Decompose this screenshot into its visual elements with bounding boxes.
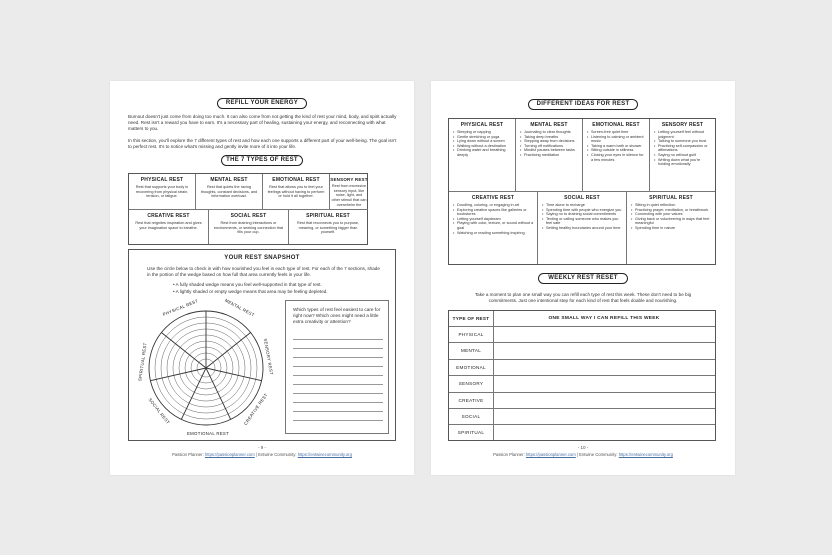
intro-paragraph-2: In this section, you'll explore the 7 different types of rest and how each one supports a different part of your well-being. The goal isn't to perfect rest. It's to notice what's missing and gently invite more of it into your life. [128, 138, 397, 149]
snapshot-bullet-1: • A fully shaded wedge means you feel well-supported in that type of rest. [173, 282, 322, 287]
idea-list: • Doodling, coloring, or engaging in art • Exploring creative spaces like galleries or bookstores • Letting yourself daydream • Playing with color, texture, or sound without a goal • Watching or reading something inspiring [453, 203, 534, 235]
row-label: EMOTIONAL [456, 364, 486, 370]
idea-list: • Time alone to recharge • Spending time with people who energize you • Saying no to draining social commitments • Texting or calling someone who makes you feel safe • Setting healthy boundaries around your time [542, 203, 623, 231]
refill-energy-title: REFILL YOUR ENERGY [217, 98, 307, 109]
table-row[interactable] [449, 393, 715, 409]
idea-list: • Sleeping or napping • Gentle stretching or yoga • Lying down without a screen • Walking without a destination • Drinking water and breathing deeply [453, 130, 512, 158]
idea-cell [538, 192, 627, 264]
row-label: SPIRITUAL [457, 430, 485, 436]
wheel-label-social: SOCIAL REST [147, 397, 171, 426]
page-number: - 9 - [257, 445, 266, 450]
col-type-header: TYPE OF REST [452, 316, 490, 321]
type-cell [129, 174, 196, 210]
idea-list: • Journaling to clear thoughts • Taking deep breaths • Stepping away from decisions • Turning off notifications • Mindful pauses between tasks • Practicing meditation [520, 130, 579, 158]
rest-snapshot-panel [128, 249, 396, 441]
reflection-box [285, 300, 389, 434]
wheel-label-spiritual: SPIRITUAL REST [137, 342, 148, 382]
type-name: SPIRITUAL REST [306, 213, 350, 219]
table-row[interactable] [449, 360, 715, 376]
table-row[interactable] [449, 409, 715, 425]
col-way-header: ONE SMALL WAY I CAN REFILL THIS WEEK [548, 316, 660, 321]
idea-list: • Screen-free quiet time • Listening to calming or ambient music • Taking a warm bath or shower • Sitting outside in stillness • Closing your eyes in silence for a few minutes [587, 130, 646, 162]
row-label: MENTAL [460, 348, 482, 354]
wheel-label-sensory: SENSORY REST [262, 338, 275, 376]
row-label: SOCIAL [461, 414, 481, 419]
workbook-page-10 [431, 81, 735, 475]
writing-line[interactable] [293, 375, 383, 376]
entwine-community-link[interactable]: https://entwinecommunity.org [618, 452, 673, 457]
table-row[interactable] [449, 376, 715, 392]
wheel-label-physical: PHYSICAL REST [162, 298, 199, 317]
idea-list: • Letting yourself feel without judgment • Talking to someone you trust • Practicing self-compassion or affirmations • Saying no without guilt • Writing down what you're holding emotionally [654, 130, 712, 167]
type-name: SENSORY REST [330, 177, 368, 182]
passion-planner-link[interactable]: https://passionplanner.com [525, 452, 576, 457]
writing-line[interactable] [293, 420, 383, 421]
type-cell [196, 174, 263, 210]
type-name: SOCIAL REST [230, 213, 267, 219]
type-description: Rest from draining interactions or environments, or seeking connection that fills your cup. [213, 221, 284, 235]
writing-line[interactable] [293, 411, 383, 412]
reflection-question: Which types of rest feel easiest to care for right now? Which ones might need a little extra creativity or attention? [293, 307, 381, 324]
idea-heading: SPIRITUAL REST [649, 195, 693, 201]
idea-cell [449, 119, 516, 192]
idea-cell [583, 119, 650, 192]
writing-line[interactable] [293, 393, 383, 394]
type-name: MENTAL REST [210, 177, 248, 183]
idea-cell [627, 192, 715, 264]
idea-heading: PHYSICAL REST [460, 122, 504, 128]
idea-list: • Sitting in quiet reflection • Practicing prayer, meditation, or breathwork • Connecting with your values • Giving back or volunteering in ways that feel meaningful • Spending time in nature [631, 203, 712, 231]
page-number: - 10 - [577, 445, 589, 450]
idea-heading: CREATIVE REST [471, 195, 515, 201]
type-cell [289, 210, 367, 244]
intro-paragraph-1: Burnout doesn't just come from doing too much. It can also come from not getting the kind of rest your mind, body, and spirit actually need. Rest isn't a reward you have to earn. It's a necessary part of healing, sustaining your energy, and reconnecting with what matters to you. [128, 114, 397, 131]
type-cell [209, 210, 289, 244]
table-header-row [449, 311, 715, 327]
idea-cell [516, 119, 583, 192]
type-name: PHYSICAL REST [140, 177, 184, 183]
snapshot-instructions: Use the circle below to check in with how nourished you feel in each type of rest. For each of the 7 sections, shade in the portion of the wedge based on how full that area currently feels in your life. [147, 266, 380, 277]
wheel-label-creative: CREATIVE REST [242, 392, 269, 427]
rest-wheel[interactable] [133, 297, 279, 439]
table-row[interactable] [449, 327, 715, 343]
rest-ideas-grid [448, 118, 716, 265]
passion-planner-link[interactable]: https://passionplanner.com [204, 452, 255, 457]
writing-line[interactable] [293, 339, 383, 340]
writing-line[interactable] [293, 366, 383, 367]
idea-heading: EMOTIONAL REST [592, 122, 640, 128]
type-name: CREATIVE REST [147, 213, 190, 219]
table-row[interactable] [449, 343, 715, 359]
entwine-community-link[interactable]: https://entwinecommunity.org [297, 452, 352, 457]
page-footer: Passion Planner: https://passionplanner.com | Entwine Community: https://entwinecommunity.org [493, 452, 673, 457]
types-of-rest-grid [128, 173, 368, 245]
type-name: EMOTIONAL REST [272, 177, 320, 183]
row-label: CREATIVE [458, 397, 484, 403]
row-label: PHYSICAL [458, 332, 484, 337]
type-description: Rest that allows you to feel your feelings without having to perform or hold it all together. [267, 185, 325, 199]
snapshot-title: YOUR REST SNAPSHOT [224, 255, 300, 261]
table-row[interactable] [449, 425, 715, 440]
writing-line[interactable] [293, 348, 383, 349]
type-description: Rest that quiets the racing thoughts, constant decisions, and information overload. [200, 185, 258, 199]
writing-line[interactable] [293, 402, 383, 403]
wheel-label-mental: MENTAL REST [224, 297, 256, 318]
writing-line[interactable] [293, 384, 383, 385]
page-footer: Passion Planner: https://passionplanner.com | Entwine Community: https://entwinecommunity.org [172, 452, 352, 457]
type-description: Rest that reignites inspiration and gives your imagination space to breathe. [135, 221, 202, 230]
type-cell [129, 210, 209, 244]
type-description: Rest from excessive sensory input, like noise, light, and other stimuli that can overwhelm the senses. [331, 184, 367, 210]
weekly-intro: Take a moment to plan one small way you can refill each type of rest this week. These don't need to be big commitments. Just one intentional step for each kind of rest that feels doable and nourishing. [474, 292, 692, 303]
weekly-reset-table [448, 310, 716, 441]
wheel-label-emotional: EMOTIONAL REST [186, 431, 230, 436]
different-ideas-title: DIFFERENT IDEAS FOR REST [528, 99, 638, 110]
idea-heading: SOCIAL REST [564, 195, 600, 201]
workbook-page-9 [110, 81, 414, 475]
types-of-rest-title: THE 7 TYPES OF REST [221, 155, 303, 166]
row-label: SENSORY [458, 381, 484, 387]
type-description: Rest that reconnects you to purpose, meaning, or something bigger than yourself. [296, 221, 360, 235]
writing-line[interactable] [293, 357, 383, 358]
type-cell [330, 174, 368, 210]
type-cell [263, 174, 330, 210]
snapshot-bullet-2: • A lightly shaded or empty wedge means that area may be feeling depleted. [173, 289, 328, 294]
idea-heading: MENTAL REST [530, 122, 568, 128]
idea-cell [449, 192, 538, 264]
weekly-reset-title: WEEKLY REST RESET [538, 273, 628, 284]
idea-cell [650, 119, 715, 192]
type-description: Rest that supports your body in recovering from physical strain, tension, or fatigue. [135, 185, 189, 199]
idea-heading: SENSORY REST [661, 122, 704, 128]
